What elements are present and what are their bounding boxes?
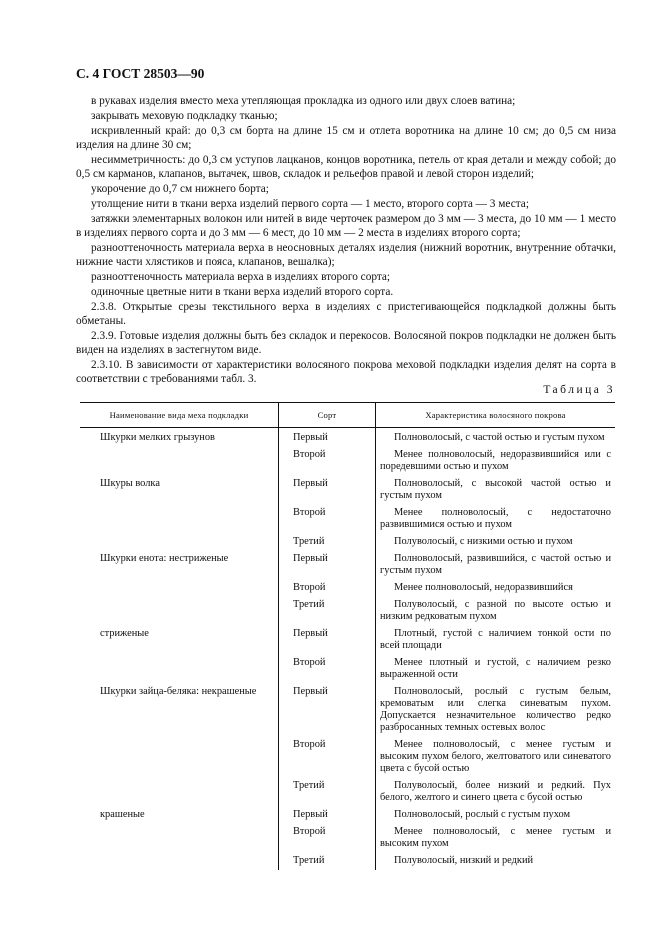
grade-cell: Первый xyxy=(279,428,376,448)
characteristic-cell: Менее полноволосый, недоразвившийся xyxy=(376,580,616,597)
characteristic-cell: Полуволосый, более низкий и редкий. Пух белого, желтого и синего цвета с бусой остью xyxy=(376,778,616,807)
characteristic-cell: Полуволосый, низкий и редкий xyxy=(376,853,616,870)
characteristic-cell: Полуволосый, с разной по высоте остью и низким редковатым пухом xyxy=(376,597,616,626)
fur-type-cell xyxy=(80,655,279,684)
table-row xyxy=(80,505,615,534)
grade-cell: Третий xyxy=(279,534,376,551)
paragraph: одиночные цветные нити в ткани верха изделий второго сорта. xyxy=(91,286,394,298)
table-row xyxy=(80,778,615,807)
characteristic-cell: Полноволосый, с частой остью и густым пухом xyxy=(376,428,616,448)
grade-cell: Второй xyxy=(279,447,376,476)
paragraph: в рукавах изделия вместо меха утепляющая прокладка из одного или двух слоев ватина; xyxy=(91,95,516,107)
table-caption: Таблица 3 xyxy=(543,384,615,396)
table-row xyxy=(80,824,615,853)
grade-cell: Первый xyxy=(279,626,376,655)
paragraph: 2.3.10. В зависимости от характеристики волосяного покрова меховой подкладки изделия делят на сорта в соответствии с требованиями табл. 3. xyxy=(76,359,616,385)
paragraph: искривленный край: до 0,3 см борта на длине 15 см и отлета воротника на длине 10 см; до 0,5 см низа изделия на длине 30 см; xyxy=(76,125,616,151)
paragraph: затяжки элементарных волокон или нитей в виде черточек размером до 3 мм — 3 места, до 10 мм — 1 место в изделиях первого сорта и до 3 мм — 6 мест, до 10 мм — 2 места в изделиях второго сорта; xyxy=(76,213,616,239)
fur-type-cell xyxy=(80,534,279,551)
fur-type-cell xyxy=(80,824,279,853)
characteristic-cell: Плотный, густой с наличием тонкой ости по всей площади xyxy=(376,626,616,655)
grade-cell: Первый xyxy=(279,684,376,737)
fur-type-cell: крашеные xyxy=(100,809,145,820)
fur-type-cell xyxy=(80,778,279,807)
paragraph: укорочение до 0,7 см нижнего борта; xyxy=(91,183,269,195)
table-row xyxy=(80,580,615,597)
fur-grade-table xyxy=(80,402,615,870)
table-row xyxy=(80,597,615,626)
paragraph: закрывать меховую подкладку тканью; xyxy=(91,110,278,122)
table-row xyxy=(80,737,615,778)
column-header: Характеристика волосяного покрова xyxy=(376,403,616,428)
column-header: Сорт xyxy=(279,403,376,428)
grade-cell: Второй xyxy=(279,580,376,597)
characteristic-cell: Полноволосый, с высокой частой остью и густым пухом xyxy=(376,476,616,505)
table-header-row xyxy=(80,403,615,428)
table-row xyxy=(80,551,615,580)
fur-type-cell xyxy=(80,447,279,476)
paragraph: разнооттеночность материала верха в неосновных деталях изделия (нижний воротник, внутренние обтачки, нижние части хлястиков и пояса, клапанов, вешалка); xyxy=(76,242,616,268)
paragraph: утолщение нити в ткани верха изделий первого сорта — 1 место, второго сорта — 3 места; xyxy=(91,198,529,210)
characteristic-cell: Полноволосый, развившийся, с частой остью и густым пухом xyxy=(376,551,616,580)
fur-type-cell xyxy=(80,580,279,597)
grade-cell: Первый xyxy=(279,476,376,505)
fur-type-cell: Шкурки зайца-беляка: некрашеные xyxy=(100,686,257,697)
paragraph: 2.3.9. Готовые изделия должны быть без складок и перекосов. Волосяной покров подкладки не должен быть виден на изделиях в застегнутом виде. xyxy=(76,330,616,356)
page-header: С. 4 ГОСТ 28503—90 xyxy=(76,66,205,81)
table-row xyxy=(80,534,615,551)
characteristic-cell: Менее полноволосый, с менее густым и высоким пухом xyxy=(376,824,616,853)
table-row xyxy=(80,655,615,684)
table-row xyxy=(80,447,615,476)
fur-type-cell: Шкурки мелких грызунов xyxy=(100,432,215,443)
fur-type-cell xyxy=(80,737,279,778)
grade-cell: Второй xyxy=(279,655,376,684)
table-row xyxy=(80,476,615,505)
fur-type-cell xyxy=(80,597,279,626)
grade-cell: Второй xyxy=(279,505,376,534)
grade-cell: Третий xyxy=(279,853,376,870)
grade-cell: Первый xyxy=(279,807,376,824)
characteristic-cell: Менее плотный и густой, с наличием резко выраженной ости xyxy=(376,655,616,684)
characteristic-cell: Полноволосый, рослый с густым белым, кремоватым или слегка синеватым пухом. Допускается незначительное количество редко разбросанных темных остевых волос xyxy=(376,684,616,737)
grade-cell: Второй xyxy=(279,824,376,853)
fur-type-cell: стриженые xyxy=(100,628,149,639)
characteristic-cell: Полноволосый, рослый с густым пухом xyxy=(376,807,616,824)
paragraph: 2.3.8. Открытые срезы текстильного верха в изделиях с пристегивающейся подкладкой должны быть обметаны. xyxy=(76,301,616,327)
paragraph: несимметричность: до 0,3 см уступов лацканов, концов воротника, петель от края детали и между собой; до 0,5 см карманов, клапанов, вытачек, швов, складок и рельефов правой и левой сторон изделий; xyxy=(76,154,616,180)
table-body xyxy=(80,428,615,871)
table-row xyxy=(80,626,615,655)
paragraph: разнооттеночность материала верха в изделиях второго сорта; xyxy=(91,271,391,283)
fur-type-cell: Шкуры волка xyxy=(100,478,160,489)
characteristic-cell: Менее полноволосый, с менее густым и высоким пухом белого, желтоватого или синеватого цвета с бусой остью xyxy=(376,737,616,778)
table-row xyxy=(80,684,615,737)
body-text xyxy=(76,94,616,387)
table-row xyxy=(80,807,615,824)
characteristic-cell: Полуволосый, с низкими остью и пухом xyxy=(376,534,616,551)
grade-cell: Третий xyxy=(279,597,376,626)
fur-type-cell: Шкурки енота: нестриженые xyxy=(100,553,229,564)
table-row xyxy=(80,853,615,870)
grade-cell: Третий xyxy=(279,778,376,807)
table-row xyxy=(80,428,615,448)
grade-cell: Второй xyxy=(279,737,376,778)
characteristic-cell: Менее полноволосый, недоразвившийся или с поредевшими остью и пухом xyxy=(376,447,616,476)
fur-type-cell xyxy=(80,853,279,870)
fur-type-cell xyxy=(80,505,279,534)
grade-cell: Первый xyxy=(279,551,376,580)
column-header: Наименование вида меха подкладки xyxy=(80,403,279,428)
characteristic-cell: Менее полноволосый, с недостаточно развившимися остью и пухом xyxy=(376,505,616,534)
